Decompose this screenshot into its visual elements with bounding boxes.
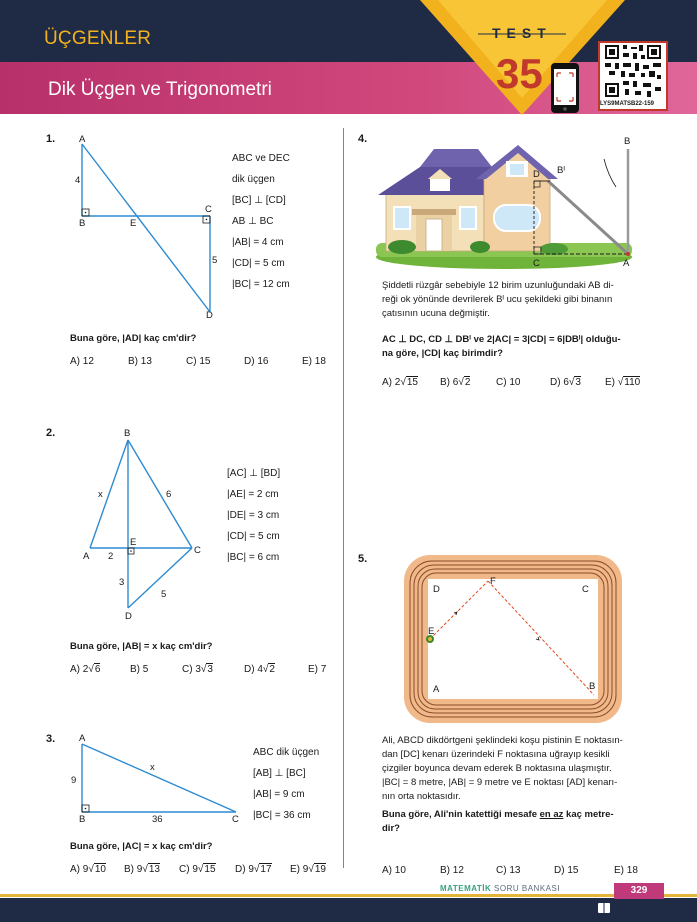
q3-figure (74, 738, 244, 818)
q1-condition: ABC ve DEC (232, 153, 290, 164)
q4-options (382, 377, 640, 388)
test-number: 35 (496, 50, 543, 97)
q3-label-ab-length: 9 (71, 775, 77, 786)
test-label: TEST (492, 25, 552, 41)
q4-paragraph-line: Şiddetli rüzgâr sebebiyle 12 birim uzunluğundaki AB di- (382, 280, 614, 291)
q2-label-a: A (83, 551, 90, 562)
q3-label-c: C (232, 814, 239, 825)
q4-option-a[interactable]: A) 2√15 (382, 377, 418, 388)
q5-label-d: D (433, 584, 440, 595)
q3-number: 3. (46, 733, 56, 745)
q5-option-b[interactable]: B) 12 (440, 865, 464, 876)
q5-paragraph-line: |BC| = 8 metre, |AB| = 9 metre ve E noktası [AD] kenarı- (382, 777, 618, 788)
q5-paragraph (382, 734, 677, 804)
q4-house-illustration (372, 135, 647, 273)
q2-label-c: C (194, 545, 201, 556)
q1-condition: dik üçgen (232, 174, 275, 185)
q5-label-a: A (433, 684, 440, 695)
q2-conditions (227, 463, 280, 568)
q1-conditions (232, 148, 290, 295)
q2-label-cd-length: 5 (161, 589, 167, 600)
q3-option-c[interactable]: C) 9√15 (179, 864, 216, 875)
q2-option-b[interactable]: B) 5 (130, 664, 149, 675)
unit-title: ÜÇGENLER (44, 28, 152, 49)
q3-condition: ABC dik üçgen (253, 747, 320, 758)
q3-question: Buna göre, |AC| = x kaç cm'dir? (70, 841, 213, 852)
q4-option-c[interactable]: C) 10 (496, 377, 521, 388)
q1-option-c[interactable]: C) 15 (186, 356, 211, 367)
q2-label-ae-length: 2 (108, 551, 114, 562)
q1-label-e: E (130, 218, 137, 229)
q5-paragraph-line: çizgiler boyunca devam ederek B noktasına ulaşmıştır. (382, 763, 612, 774)
q4-question-line: AC ⊥ DC, CD ⊥ DBᴵ ve 2|AC| = 3|CD| = 6|DBᴵ| olduğu- (382, 334, 621, 345)
q3-condition: |AB| = 9 cm (253, 789, 305, 800)
q5-number: 5. (358, 553, 368, 565)
q1-question: Buna göre, |AD| kaç cm'dir? (70, 333, 197, 344)
q1-label-b: B (79, 218, 86, 229)
subunit-title: Dik Üçgen ve Trigonometri (48, 79, 272, 100)
page-number: 329 (614, 883, 664, 899)
q1-condition: |AB| = 4 cm (232, 237, 284, 248)
q1-label-c: C (205, 204, 212, 215)
q2-figure (80, 430, 210, 615)
q1-condition: |BC| = 12 cm (232, 279, 290, 290)
q1-option-a[interactable]: A) 12 (70, 356, 94, 367)
column-divider (343, 128, 344, 868)
q3-option-d[interactable]: D) 9√17 (235, 864, 272, 875)
q5-option-e[interactable]: E) 18 (614, 865, 638, 876)
q1-options (70, 356, 326, 367)
q5-option-d[interactable]: D) 15 (554, 865, 579, 876)
footer-brand: MATEMATİK SORU BANKASI (440, 884, 561, 893)
q1-label-d: D (206, 310, 213, 321)
q5-label-b: B (589, 681, 596, 692)
q5-question-emphasis: en az (539, 809, 564, 820)
q4-label-c: C (533, 258, 540, 269)
q3-label-x: x (150, 762, 155, 773)
q3-label-b: B (79, 814, 86, 825)
q3-conditions (253, 742, 319, 826)
q2-condition: |AE| = 2 cm (227, 489, 279, 500)
q2-options (70, 664, 326, 675)
q3-option-a[interactable]: A) 9√10 (70, 864, 106, 875)
q2-condition: |DE| = 3 cm (227, 510, 280, 521)
q1-condition: |CD| = 5 cm (232, 258, 285, 269)
q5-option-a[interactable]: A) 10 (382, 865, 406, 876)
q4-label-a: A (623, 258, 630, 269)
q1-number: 1. (46, 133, 56, 145)
book-icon (596, 900, 612, 916)
q1-option-d[interactable]: D) 16 (244, 356, 269, 367)
q3-condition: |BC| = 36 cm (253, 810, 311, 821)
q4-number: 4. (358, 133, 368, 145)
q5-track-figure (402, 553, 624, 725)
q4-option-e[interactable]: E) √110 (605, 377, 641, 388)
q3-options (70, 864, 326, 875)
q2-label-de-length: 3 (119, 577, 125, 588)
q5-paragraph-line: dan [DC] kenarı üzerindeki F noktasına uğrayıp kesikli (382, 749, 610, 760)
qr-caption: LYS9MATSB22-159 (600, 101, 655, 107)
q5-paragraph-line: nın orta noktasıdır. (382, 791, 461, 802)
q2-label-e: E (130, 537, 137, 548)
q5-options (382, 865, 638, 876)
q4-question-line: na göre, |CD| kaç birimdir? (382, 348, 503, 359)
q1-option-b[interactable]: B) 13 (128, 356, 152, 367)
q3-label-a: A (79, 733, 86, 744)
q2-label-d: D (125, 611, 132, 622)
q1-label-cd-length: 5 (212, 255, 218, 266)
q2-condition: |CD| = 5 cm (227, 531, 280, 542)
q2-label-b: B (124, 428, 131, 439)
q4-label-b-prime: Bᴵ (557, 165, 565, 176)
footer-gold-line (0, 894, 697, 897)
q3-condition: [AB] ⊥ [BC] (253, 768, 306, 779)
q4-paragraph-line: çatısının ucuna değmiştir. (382, 308, 490, 319)
q2-option-d[interactable]: D) 4√2 (244, 664, 275, 675)
qr-code-icon[interactable] (605, 45, 661, 97)
q1-label-a: A (79, 134, 86, 145)
q5-question: Buna göre, Ali'nin katettiği mesafe en az kaç metre- dir? (382, 809, 614, 834)
q4-label-d: D (533, 169, 540, 180)
q3-option-b[interactable]: B) 9√13 (124, 864, 160, 875)
q4-label-b: B (624, 136, 631, 147)
q3-label-bc-length: 36 (152, 814, 163, 825)
q2-option-c[interactable]: C) 3√3 (182, 664, 213, 675)
q2-option-a[interactable]: A) 2√6 (70, 664, 101, 675)
q4-option-d[interactable]: D) 6√3 (550, 377, 581, 388)
q5-paragraph-line: Ali, ABCD dikdörtgeni şeklindeki koşu pistinin E noktasın- (382, 735, 623, 746)
q1-condition: [BC] ⊥ [CD] (232, 195, 286, 206)
q4-paragraph (382, 279, 672, 321)
q2-option-e[interactable]: E) 7 (308, 664, 327, 675)
q1-condition: AB ⊥ BC (232, 216, 274, 227)
q2-condition: [AC] ⊥ [BD] (227, 468, 281, 479)
q4-question (382, 333, 621, 361)
q2-label-bc-length: 6 (166, 489, 172, 500)
q5-label-c: C (582, 584, 589, 595)
q2-label-x: x (98, 489, 103, 500)
q1-option-e[interactable]: E) 18 (302, 356, 326, 367)
q2-condition: |BC| = 6 cm (227, 552, 280, 563)
phone-icon (550, 62, 580, 114)
q1-figure (70, 130, 230, 325)
q5-option-c[interactable]: C) 13 (496, 865, 521, 876)
q4-option-b[interactable]: B) 6√2 (440, 377, 471, 388)
q1-label-ab-length: 4 (75, 175, 81, 186)
footer-bar (0, 898, 697, 922)
q4-paragraph-line: reği ok yönünde devrilerek Bᴵ ucu şekildeki gibi binanın (382, 294, 613, 305)
q2-number: 2. (46, 427, 56, 439)
q5-label-f: F (490, 576, 496, 587)
q2-question: Buna göre, |AB| = x kaç cm'dir? (70, 641, 213, 652)
q5-label-e: E (428, 626, 435, 637)
q3-option-e[interactable]: E) 9√19 (290, 864, 326, 875)
